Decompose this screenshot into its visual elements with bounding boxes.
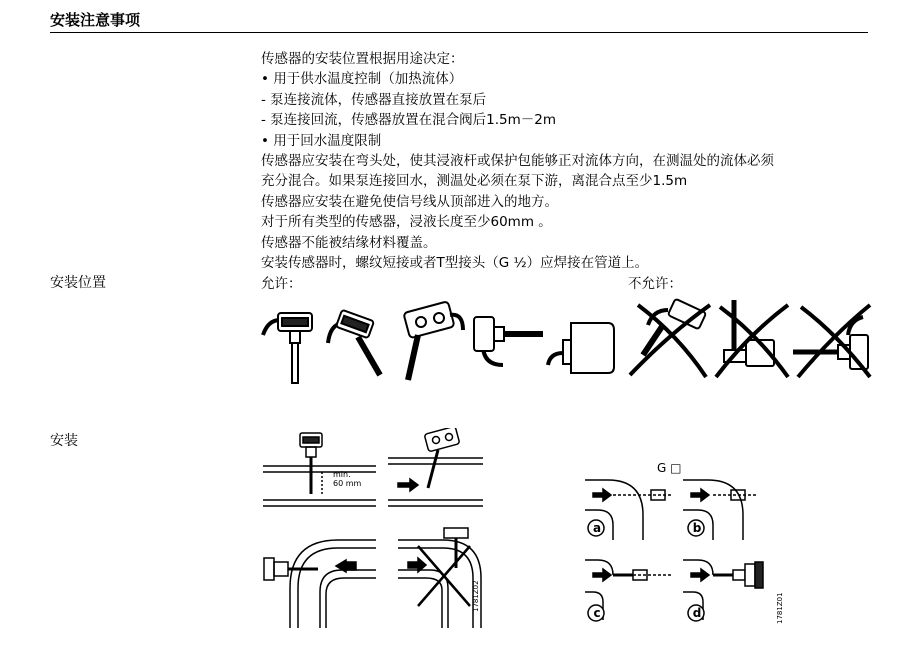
g-label: G □ [657,461,682,475]
allowed-sensor-figure-2 [328,310,380,375]
page-title: 安装注意事项 [50,11,141,29]
elbow-bottom-right [398,528,481,628]
intro-line: • 用于供水温度控制（加热流体） [261,71,463,88]
pipe-top-left [263,433,376,506]
install-figures-right [583,470,773,630]
not-allowed-figure-3 [793,305,870,377]
allowed-sensor-figure-1 [263,313,312,383]
intro-line: • 用于回水温度限制 [261,132,382,149]
intro-line: 安装传感器时，螺纹短接或者T型接头（G ½）应焊接在管道上。 [261,255,649,272]
step-label-d: d [692,606,702,620]
intro-line: - 泵连接回流，传感器放置在混合阀后1.5m－2m [261,112,557,129]
elbow-bottom-left [264,540,376,628]
step-label-c: c [593,606,601,620]
install-figures-left [258,428,483,633]
intro-text [261,49,871,273]
pipe-top-right [388,428,483,506]
min-label-1: min. [333,470,351,479]
intro-line: - 泵连接流体，传感器直接放置在泵后 [261,91,487,108]
fig-code-right: 1781Z01 [776,592,784,624]
not-allowed-figure-2 [716,300,788,377]
title-divider [50,32,868,33]
intro-line: 传感器应安装在弯头处，使其浸液杆或保护包能够正对流体方向，在测温处的流体必须 [261,153,774,170]
min-label-2: 60 mm [333,479,362,488]
intro-line: 传感器不能被结缘材料覆盖。 [261,234,437,251]
allowed-label: 允许： [261,276,302,292]
allowed-sensor-figure-5 [548,323,614,373]
not-allowed-label: 不允许： [628,276,682,292]
allowed-sensor-figure-3 [403,301,463,380]
intro-line: 传感器应安装在避免使信号线从顶部进入的地方。 [261,193,558,210]
not-allowed-figure-1 [630,299,710,377]
section-label-install: 安装 [50,433,78,449]
fig-code-left: 1781Z02 [472,580,480,612]
position-figures [258,295,873,390]
allowed-sensor-figure-4 [474,317,543,365]
intro-line: 充分混合。如果泵连接回水，测温处必须在泵下游，离混合点至少1.5m [261,173,688,190]
step-label-a: a [592,521,602,535]
intro-line: 对于所有类型的传感器，浸液长度至少60mm 。 [261,214,552,231]
intro-line: 传感器的安装位置根据用途决定： [261,51,464,67]
section-label-position: 安装位置 [50,275,106,291]
step-label-b: b [692,521,702,535]
